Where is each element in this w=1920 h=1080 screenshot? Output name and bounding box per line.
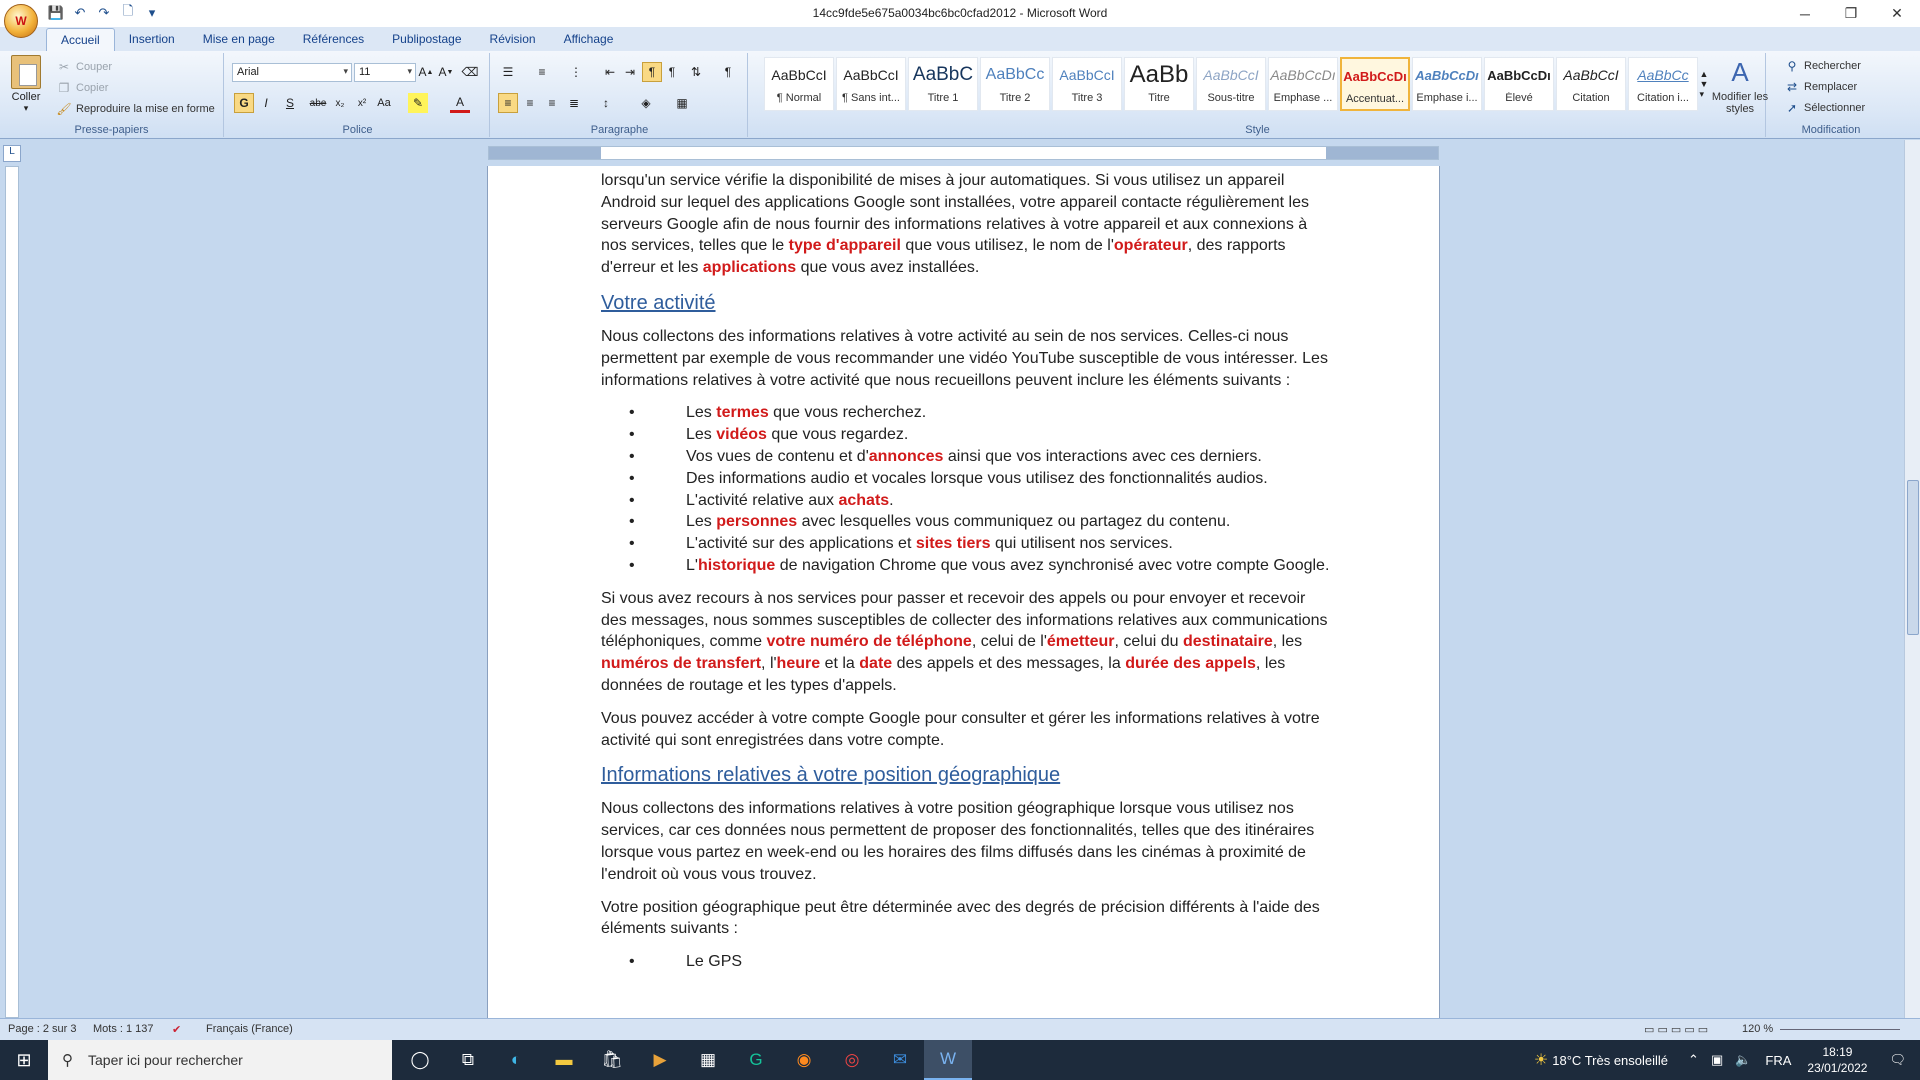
ribbon: [0, 51, 1920, 139]
text-run: que vous regardez.: [766, 426, 909, 444]
tab-selector-icon[interactable]: L: [3, 145, 21, 162]
numbering-icon[interactable]: ≡: [538, 65, 546, 79]
style-eleve[interactable]: [1484, 57, 1554, 111]
text-run: ainsi que vos interactions avec ces derniers.: [943, 447, 1262, 465]
style-name: Citation i...: [1637, 92, 1689, 104]
mail-icon[interactable]: ✉: [892, 1050, 908, 1069]
ruler-right-margin: [1326, 147, 1438, 159]
list-item: [601, 468, 1331, 490]
highlighted-term: termes: [716, 404, 769, 422]
text-run: Si vous avez recours à nos services pour passer et recevoir des appels ou pour envoyer et recevoir des messages, nous sommes susceptibles de collecter des informations relatives aux communications téléphoniques, comme: [601, 589, 1328, 651]
date: 23/01/2022: [1807, 1061, 1868, 1075]
highlighted-term: type d'appareil: [788, 237, 901, 255]
time: 18:19: [1822, 1045, 1853, 1059]
line-spacing-icon[interactable]: ↕: [603, 96, 609, 110]
style-preview: AaBbCcDı: [1343, 68, 1407, 84]
ruler-left-margin: [489, 147, 601, 159]
find-button[interactable]: [1784, 58, 1861, 74]
underline-icon[interactable]: S: [285, 96, 294, 110]
vertical-scrollbar[interactable]: [1904, 140, 1920, 1018]
text-run: lorsqu'un service vérifie la disponibilité de mises à jour automatiques. Si vous utilisez un appareil Android sur lequel des applications Google sont installées, votre appareil contacte régulièrement les serveurs Google afin de nous fournir des informations relatives à votre appareil et aux connexions à nos services, telles que le: [601, 172, 1309, 255]
highlighted-term: heure: [776, 655, 821, 673]
style-name: ¶ Sans int...: [842, 92, 900, 104]
search-placeholder: Taper ici pour rechercher: [88, 1052, 243, 1068]
find-label: Rechercher: [1804, 60, 1861, 72]
clipboard-group-label: Presse-papiers: [74, 124, 149, 136]
grammarly-icon[interactable]: G: [749, 1050, 763, 1069]
text-run: avec lesquelles vous communiquez ou partagez du contenu.: [797, 513, 1231, 531]
styles-group-label: Style: [1245, 124, 1270, 136]
styles-gallery: [764, 57, 1698, 111]
font-size-combo[interactable]: 11 ▾: [354, 63, 416, 82]
style-preview: AaBbCcDı: [1270, 67, 1336, 83]
style-name: Citation: [1572, 92, 1610, 104]
page-count[interactable]: Page : 2 sur 3: [8, 1023, 77, 1035]
align-left-icon[interactable]: ≡: [498, 93, 518, 113]
word-icon[interactable]: W: [924, 1040, 972, 1080]
style-emphase-intense[interactable]: [1412, 57, 1482, 111]
close-button[interactable]: ✕: [1891, 5, 1903, 21]
style-accentuation[interactable]: [1340, 57, 1410, 111]
clock[interactable]: [1799, 1044, 1875, 1076]
select-label: Sélectionner: [1804, 102, 1866, 114]
paragraph-account-access: Vous pouvez accéder à votre compte Google pour consulter et gérer les informations relatives à votre activité qui sont enregistrées dans votre compte.: [601, 709, 1320, 749]
tab-publipostage[interactable]: Publipostage: [392, 32, 462, 46]
format-painter-button[interactable]: [56, 101, 215, 117]
text-run: Les: [686, 426, 717, 444]
save-icon[interactable]: 💾: [47, 5, 65, 20]
paintbrush-icon: 🖌: [56, 102, 72, 116]
print-preview-icon[interactable]: 🗋: [122, 3, 134, 18]
editing-group: [1776, 53, 1886, 137]
weather-icon[interactable]: ☀: [1533, 1052, 1549, 1069]
list-item: [601, 424, 1331, 446]
highlighted-term: votre numéro de téléphone: [766, 633, 972, 651]
activity-bullet-list: [601, 402, 1331, 576]
style-name: Accentuat...: [1345, 93, 1405, 105]
style-name: Titre 3: [1071, 92, 1103, 104]
tab-revision[interactable]: Révision: [489, 32, 536, 46]
paragraph-location-precision: Votre position géographique peut être déterminée avec des degrés de précision différents à l'aide des éléments suivants :: [601, 898, 1320, 938]
style-preview: AaBbCc: [1637, 67, 1689, 83]
ribbon-tabs: [0, 27, 1920, 51]
text-run: .: [889, 491, 894, 509]
cortana-icon[interactable]: ◯: [410, 1050, 430, 1069]
subscript-icon[interactable]: x₂: [335, 97, 345, 109]
style-name: Titre: [1148, 92, 1170, 104]
text-run: Vos vues de contenu et d': [686, 447, 869, 465]
text-run: L'activité relative aux: [686, 491, 839, 509]
replace-button[interactable]: [1784, 79, 1857, 95]
chrome-icon[interactable]: ◎: [844, 1050, 860, 1069]
calculator-icon[interactable]: ▦: [699, 1050, 717, 1069]
font-group-label: Police: [342, 124, 373, 136]
language-indicator[interactable]: Français (France): [206, 1023, 293, 1035]
text-run: Les: [686, 513, 717, 531]
show-marks-icon[interactable]: ¶: [724, 65, 732, 79]
clipboard-group: [0, 53, 224, 137]
customize-qat-icon[interactable]: ▾: [148, 5, 156, 20]
text-run: L': [686, 556, 698, 574]
style-emphase-pale[interactable]: [1268, 57, 1338, 111]
replace-label: Remplacer: [1804, 81, 1858, 93]
highlighted-term: date: [859, 655, 893, 673]
notifications-icon[interactable]: 🗨: [1889, 1052, 1906, 1067]
style-name: Sous-titre: [1207, 92, 1255, 104]
highlighted-term: annonces: [868, 447, 944, 465]
text-run: L'activité sur des applications et: [686, 535, 916, 553]
superscript-icon[interactable]: x²: [357, 97, 367, 109]
network-icon[interactable]: ▣: [1710, 1052, 1724, 1067]
paste-button[interactable]: Coller ▾: [6, 55, 46, 114]
list-item: [601, 490, 1331, 512]
text-run: , celui du: [1114, 633, 1183, 651]
modify-styles-button[interactable]: [1710, 57, 1770, 115]
word-count[interactable]: Mots : 1 137: [93, 1023, 154, 1035]
highlighted-term: applications: [702, 259, 797, 277]
highlighted-term: vidéos: [716, 426, 767, 444]
document-page[interactable]: [488, 166, 1439, 1018]
text-run: que vous recherchez.: [768, 404, 927, 422]
ltr-icon[interactable]: ¶: [642, 62, 662, 82]
shrink-font-icon[interactable]: A ▼: [438, 65, 454, 79]
highlighted-term: sites tiers: [915, 535, 991, 553]
text-run: que vous utilisez, le nom de l': [900, 237, 1114, 255]
title-bar: [0, 0, 1920, 27]
text-run: , l': [761, 655, 777, 673]
search-icon: ⚲: [62, 1052, 73, 1069]
highlighted-term: durée des appels: [1125, 655, 1256, 673]
redo-icon[interactable]: ↷: [98, 5, 110, 20]
zoom-level[interactable]: 120 %: [1742, 1023, 1774, 1035]
paragraph-calls: [601, 588, 1331, 697]
text-run: , les: [1272, 633, 1303, 651]
highlighted-term: émetteur: [1046, 633, 1115, 651]
style-preview: AaBb: [1129, 61, 1189, 88]
text-run: qui utilisent nos services.: [990, 535, 1173, 553]
taskbar: [0, 1040, 1920, 1080]
style-citation[interactable]: [1556, 57, 1626, 111]
styles-a-icon: A: [1731, 57, 1749, 87]
style-normal[interactable]: [764, 57, 834, 111]
edge-icon[interactable]: ◐: [510, 1050, 522, 1069]
align-right-icon[interactable]: ≡: [548, 96, 556, 110]
text-run: de navigation Chrome que vous avez synchronisé avec votre compte Google.: [775, 556, 1330, 574]
list-item: [601, 402, 1331, 424]
heading-activity: Votre activité: [601, 291, 716, 314]
store-icon[interactable]: 🛍: [601, 1050, 623, 1069]
style-citation-intense[interactable]: [1628, 57, 1698, 111]
copy-button[interactable]: [56, 80, 108, 96]
paragraph-location-intro: Nous collectons des informations relatives à votre position géographique lorsque vous utilisez nos services, car ces données nous permettent de proposer des fonctionnalités, telles que des itinéraires lorsque vous partez en week-end ou les horaires des films diffusés dans les cinémas à proximité de l'endroit où vous vous trouvez.: [601, 800, 1315, 883]
borders-icon[interactable]: ▦: [676, 96, 688, 110]
list-item: [601, 446, 1331, 468]
shading-icon[interactable]: ◈: [641, 96, 651, 110]
grow-font-icon[interactable]: A ▲: [418, 65, 434, 79]
highlighted-term: destinataire: [1182, 633, 1273, 651]
style-name: ¶ Normal: [776, 92, 822, 104]
tab-insertion[interactable]: Insertion: [128, 32, 175, 46]
style-preview: AaBbCcDı: [1487, 67, 1551, 83]
font-group: [226, 53, 490, 137]
style-titre-1[interactable]: [908, 57, 978, 111]
change-case-icon[interactable]: Aa: [377, 97, 391, 109]
taskbar-search[interactable]: [48, 1040, 392, 1080]
language-indicator-tray[interactable]: FRA: [1765, 1052, 1792, 1068]
italic-icon[interactable]: I: [264, 96, 268, 110]
minimize-button[interactable]: ─: [1800, 5, 1810, 22]
document-body[interactable]: [601, 170, 1331, 984]
tab-mise-en-page[interactable]: Mise en page: [202, 32, 275, 46]
style-sans-interligne[interactable]: [836, 57, 906, 111]
text-run: que vous avez installées.: [796, 259, 980, 277]
decrease-indent-icon[interactable]: ⇤: [604, 65, 616, 79]
style-titre[interactable]: [1124, 57, 1194, 111]
tab-accueil[interactable]: Accueil: [46, 28, 115, 51]
font-color-icon[interactable]: A: [450, 93, 470, 113]
bold-icon[interactable]: G: [234, 93, 254, 113]
list-item: • Le GPS: [601, 951, 1331, 973]
volume-icon[interactable]: 🔈: [1735, 1052, 1752, 1067]
select-icon: ➚: [1786, 101, 1798, 115]
undo-icon[interactable]: ↶: [74, 5, 86, 20]
style-name: Emphase ...: [1273, 92, 1333, 104]
editing-group-label: Modification: [1801, 124, 1861, 136]
style-titre-2[interactable]: [980, 57, 1050, 111]
style-name: Élevé: [1505, 92, 1533, 104]
style-titre-3[interactable]: [1052, 57, 1122, 111]
paragraph-activity-intro: Nous collectons des informations relatives à votre activité au sein de nos services. Celles-ci nous permettent par exemple de vous recommander une vidéo YouTube susceptible de vous intéresser. Les informations relatives à votre activité que nous recueillons peuvent inclure les éléments suivants :: [601, 327, 1328, 389]
copy-label: Copier: [76, 82, 109, 94]
firefox-icon[interactable]: ◉: [796, 1050, 812, 1069]
style-preview: AaBbCcI: [1563, 67, 1619, 83]
rtl-icon[interactable]: ¶: [668, 65, 676, 79]
style-preview: AaBbCcI: [1203, 67, 1259, 83]
bullets-icon[interactable]: ☰: [502, 65, 514, 79]
windows-start-icon[interactable]: ⊞: [16, 1049, 32, 1070]
style-name: Emphase i...: [1416, 92, 1478, 104]
text-run: , des rapports d'erreur et les: [601, 237, 1286, 277]
vertical-ruler[interactable]: [5, 166, 19, 1018]
increase-indent-icon[interactable]: ⇥: [624, 65, 636, 79]
view-buttons[interactable]: ▭ ▭ ▭ ▭ ▭: [1644, 1024, 1709, 1036]
list-item: [601, 555, 1331, 577]
system-tray: [1530, 1040, 1920, 1080]
highlighter-icon[interactable]: ✎: [408, 93, 428, 113]
chevron-up-icon[interactable]: ⌃: [1688, 1052, 1699, 1067]
status-bar: [0, 1018, 1920, 1040]
clear-formatting-icon[interactable]: ⌫: [461, 65, 479, 79]
paragraph-group-label: Paragraphe: [590, 124, 649, 136]
strikethrough-icon[interactable]: abe: [309, 97, 327, 109]
clipboard-icon: [11, 55, 41, 89]
office-button[interactable]: W: [4, 4, 38, 38]
highlighted-term: numéros de transfert: [601, 655, 762, 673]
copy-icon: ❐: [58, 81, 70, 95]
binoculars-icon: ⚲: [1787, 59, 1797, 73]
highlighted-term: personnes: [716, 513, 798, 531]
highlighted-term: achats: [838, 491, 890, 509]
task-view-icon[interactable]: ⧉: [461, 1050, 475, 1069]
maximize-button[interactable]: ❐: [1844, 5, 1858, 21]
text-run: , celui de l': [971, 633, 1047, 651]
style-preview: AaBbCcI: [843, 67, 899, 83]
list-item: [601, 533, 1331, 555]
justify-icon[interactable]: ≣: [568, 96, 580, 110]
multilevel-list-icon[interactable]: ⋮: [570, 65, 582, 79]
quick-access-toolbar: [46, 3, 162, 23]
proofing-icon[interactable]: ✔: [172, 1024, 182, 1036]
taskbar-apps: [396, 1040, 972, 1080]
highlighted-term: opérateur: [1113, 237, 1188, 255]
location-bullet-list: [601, 951, 1331, 973]
format-painter-label: Reproduire la mise en forme: [76, 103, 215, 115]
style-preview: AaBbC: [912, 64, 974, 85]
sort-icon[interactable]: ⇅: [690, 65, 702, 79]
text-run: , les données de routage et les types d'appels.: [601, 655, 1286, 694]
style-name: Titre 2: [999, 92, 1031, 104]
tab-affichage[interactable]: Affichage: [563, 32, 614, 46]
list-item: [601, 511, 1331, 533]
file-explorer-icon[interactable]: ▬: [555, 1050, 573, 1069]
media-player-icon[interactable]: ▶: [653, 1050, 667, 1069]
paragraph-device-info: [601, 170, 1331, 279]
font-name-combo[interactable]: Arial ▾: [232, 63, 352, 82]
window-title: 14cc9fde5e675a0034bc6bc0cfad2012 - Microsoft Word: [812, 6, 1108, 20]
horizontal-ruler[interactable]: [488, 146, 1439, 160]
text-run: des appels et des messages, la: [892, 655, 1126, 673]
text-run: Des informations audio et vocales lorsque vous utilisez des fonctionnalités audios.: [686, 469, 1268, 487]
style-preview: AaBbCc: [985, 66, 1045, 83]
cut-button[interactable]: [56, 59, 112, 75]
tab-references[interactable]: Références: [302, 32, 365, 46]
style-sous-titre[interactable]: [1196, 57, 1266, 111]
style-name: Titre 1: [927, 92, 959, 104]
align-center-icon[interactable]: ≡: [526, 96, 534, 110]
scissors-icon: ✂: [58, 60, 70, 74]
modify-styles-label: Modifier les styles: [1711, 91, 1769, 115]
style-preview: AaBbCcI: [771, 67, 827, 83]
heading-location: Informations relatives à votre position géographique: [601, 764, 1061, 787]
zoom-slider[interactable]: [1780, 1029, 1900, 1030]
text-run: et la: [820, 655, 860, 673]
weather-text[interactable]: 18°C Très ensoleillé: [1552, 1052, 1669, 1068]
scrollbar-thumb[interactable]: [1907, 480, 1919, 635]
paragraph-group: [492, 53, 748, 137]
highlighted-term: historique: [697, 556, 776, 574]
select-button[interactable]: [1784, 100, 1865, 116]
replace-icon: ⇄: [1786, 80, 1798, 94]
style-preview: AaBbCcDı: [1415, 67, 1479, 83]
style-preview: AaBbCcI: [1059, 67, 1115, 83]
styles-scroll-icon[interactable]: ▲ ▼ ▾: [1699, 68, 1709, 99]
paste-label: Coller: [11, 91, 41, 103]
cut-label: Couper: [76, 61, 113, 73]
text-run: Les: [686, 404, 717, 422]
